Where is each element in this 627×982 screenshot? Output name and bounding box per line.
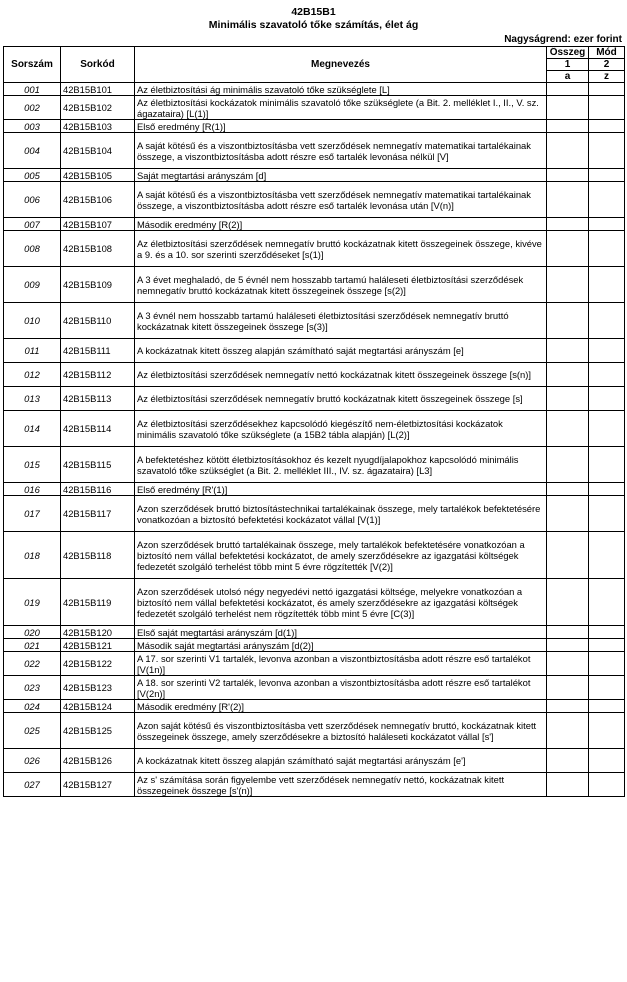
- row-amount-cell[interactable]: [547, 231, 589, 267]
- row-description: Második eredmény [R(2)]: [135, 218, 547, 231]
- row-amount-cell[interactable]: [547, 639, 589, 652]
- row-code: 42B15B109: [61, 267, 135, 303]
- row-amount-cell[interactable]: [547, 676, 589, 700]
- row-mode-cell[interactable]: [589, 231, 625, 267]
- row-mode-cell[interactable]: [589, 303, 625, 339]
- row-description: Az életbiztosítási szerződések nemnegatív nettó kockázatnak kitett összegeinek összege [s(n)]: [135, 363, 547, 387]
- table-row: [4, 773, 625, 797]
- report-title: Minimális szavatoló tőke számítás, élet ág: [208, 19, 419, 31]
- row-mode-cell[interactable]: [589, 133, 625, 169]
- row-mode-cell[interactable]: [589, 713, 625, 749]
- row-amount-cell[interactable]: [547, 267, 589, 303]
- table-row: [4, 387, 625, 411]
- row-code: 42B15B115: [61, 447, 135, 483]
- table-row: [4, 411, 625, 447]
- data-table: [3, 46, 625, 797]
- col-number-mod: 2: [589, 59, 625, 71]
- col-header-sorszam: Sorszám: [4, 47, 61, 83]
- col-number-osszeg: 1: [547, 59, 589, 71]
- row-amount-cell[interactable]: [547, 133, 589, 169]
- row-amount-cell[interactable]: [547, 387, 589, 411]
- row-description: Első eredmény [R(1)]: [135, 120, 547, 133]
- row-code: 42B15B118: [61, 532, 135, 579]
- row-mode-cell[interactable]: [589, 411, 625, 447]
- row-mode-cell[interactable]: [589, 496, 625, 532]
- row-mode-cell[interactable]: [589, 169, 625, 182]
- table-row: [4, 133, 625, 169]
- table-row: [4, 532, 625, 579]
- row-amount-cell[interactable]: [547, 652, 589, 676]
- row-number: 016: [4, 483, 61, 496]
- col-header-megnevezes: Megnevezés: [135, 47, 547, 83]
- row-amount-cell[interactable]: [547, 749, 589, 773]
- row-code: 42B15B123: [61, 676, 135, 700]
- row-mode-cell[interactable]: [589, 339, 625, 363]
- row-code: 42B15B112: [61, 363, 135, 387]
- row-amount-cell[interactable]: [547, 700, 589, 713]
- row-mode-cell[interactable]: [589, 96, 625, 120]
- row-number: 021: [4, 639, 61, 652]
- col-letter-osszeg: a: [547, 71, 589, 83]
- row-number: 006: [4, 182, 61, 218]
- row-mode-cell[interactable]: [589, 83, 625, 96]
- row-code: 42B15B122: [61, 652, 135, 676]
- row-amount-cell[interactable]: [547, 532, 589, 579]
- col-header-osszeg: Összeg: [547, 47, 589, 59]
- row-amount-cell[interactable]: [547, 120, 589, 133]
- table-row: [4, 169, 625, 182]
- row-number: 017: [4, 496, 61, 532]
- table-row: [4, 483, 625, 496]
- row-code: 42B15B110: [61, 303, 135, 339]
- row-description: Az s' számítása során figyelembe vett szerződések nemnegatív nettó, kockázatnak kitett összegeinek összege [s'(n)]: [135, 773, 547, 797]
- row-number: 007: [4, 218, 61, 231]
- row-amount-cell[interactable]: [547, 411, 589, 447]
- row-description: Az életbiztosítási szerződések nemnegatív bruttó kockázatnak kitett összegeinek összege, kivéve a 9. és a 10. sor szerinti szerződéseket [s(1)]: [135, 231, 547, 267]
- row-description: A 18. sor szerinti V2 tartalék, levonva azonban a viszontbiztosításba adott részre eső tartalékot [V(2n)]: [135, 676, 547, 700]
- row-number: 023: [4, 676, 61, 700]
- row-description: Második saját megtartási arányszám [d(2)]: [135, 639, 547, 652]
- table-row: [4, 363, 625, 387]
- row-code: 42B15B127: [61, 773, 135, 797]
- report-code: 42B15B1: [291, 6, 336, 18]
- table-row: [4, 700, 625, 713]
- row-description: Az életbiztosítási szerződésekhez kapcsolódó kiegészítő nem-életbiztosítási kockázatok minimális szavatoló tőke szükséglete (a 15B2 tábla alapján) [L(2)]: [135, 411, 547, 447]
- row-mode-cell[interactable]: [589, 120, 625, 133]
- row-amount-cell[interactable]: [547, 218, 589, 231]
- table-row: [4, 218, 625, 231]
- row-description: Az életbiztosítási szerződések nemnegatív bruttó kockázatnak kitett összegeinek összege [s]: [135, 387, 547, 411]
- row-mode-cell[interactable]: [589, 676, 625, 700]
- row-number: 010: [4, 303, 61, 339]
- row-number: 012: [4, 363, 61, 387]
- row-amount-cell[interactable]: [547, 713, 589, 749]
- table-row: [4, 120, 625, 133]
- row-mode-cell[interactable]: [589, 532, 625, 579]
- row-code: 42B15B113: [61, 387, 135, 411]
- row-description: A 3 évnél nem hosszabb tartamú haláleseti életbiztosítási szerződések nemnegatív bruttó kockázatnak kitett összegeinek összege [s(3)]: [135, 303, 547, 339]
- row-code: 42B15B119: [61, 579, 135, 626]
- row-amount-cell[interactable]: [547, 83, 589, 96]
- unit-label: Nagyságrend: ezer forint: [504, 34, 622, 45]
- table-row: [4, 639, 625, 652]
- row-amount-cell[interactable]: [547, 339, 589, 363]
- row-number: 002: [4, 96, 61, 120]
- table-row: [4, 626, 625, 639]
- table-row: [4, 447, 625, 483]
- row-description: Az életbiztosítási ág minimális szavatoló tőke szükséglete [L]: [135, 83, 547, 96]
- row-description: A saját kötésű és a viszontbiztosításba vett szerződések nemnegatív matematikai tartalékainak összege, a viszontbiztosításba adott részre eső tartalék levonása után [V(n)]: [135, 182, 547, 218]
- row-amount-cell[interactable]: [547, 303, 589, 339]
- row-code: 42B15B108: [61, 231, 135, 267]
- row-number: 001: [4, 83, 61, 96]
- row-description: Az életbiztosítási kockázatok minimális szavatoló tőke szükséglete (a Bit. 2. melléklet I., II., V. sz. ágazataira) [L(1)]: [135, 96, 547, 120]
- row-mode-cell[interactable]: [589, 639, 625, 652]
- row-description: Második eredmény [R'(2)]: [135, 700, 547, 713]
- row-description: Első saját megtartási arányszám [d(1)]: [135, 626, 547, 639]
- row-mode-cell[interactable]: [589, 447, 625, 483]
- table-row: [4, 652, 625, 676]
- table-row: [4, 579, 625, 626]
- row-code: 42B15B111: [61, 339, 135, 363]
- col-header-mod: Mód: [589, 47, 625, 59]
- row-mode-cell[interactable]: [589, 579, 625, 626]
- table-row: [4, 749, 625, 773]
- row-amount-cell[interactable]: [547, 182, 589, 218]
- table-row: [4, 83, 625, 96]
- row-code: 42B15B116: [61, 483, 135, 496]
- row-mode-cell[interactable]: [589, 387, 625, 411]
- row-mode-cell[interactable]: [589, 626, 625, 639]
- row-number: 013: [4, 387, 61, 411]
- row-mode-cell[interactable]: [589, 749, 625, 773]
- col-letter-mod: z: [589, 71, 625, 83]
- table-row: [4, 303, 625, 339]
- row-amount-cell[interactable]: [547, 626, 589, 639]
- table-row: [4, 231, 625, 267]
- table-row: [4, 182, 625, 218]
- row-number: 026: [4, 749, 61, 773]
- row-number: 018: [4, 532, 61, 579]
- row-description: A befektetéshez kötött életbiztosításokhoz és kezelt nyugdíjalapokhoz kapcsolódó minimális szavatoló tőke szükséglet (a Bit. 2. melléklet III., IV. sz. ágazataira) [L3]: [135, 447, 547, 483]
- row-code: 42B15B106: [61, 182, 135, 218]
- table-row: [4, 267, 625, 303]
- row-description: A kockázatnak kitett összeg alapján számítható saját megtartási arányszám [e']: [135, 749, 547, 773]
- row-code: 42B15B114: [61, 411, 135, 447]
- row-code: 42B15B104: [61, 133, 135, 169]
- table-row: [4, 96, 625, 120]
- row-code: 42B15B101: [61, 83, 135, 96]
- row-number: 005: [4, 169, 61, 182]
- row-number: 027: [4, 773, 61, 797]
- row-amount-cell[interactable]: [547, 496, 589, 532]
- row-mode-cell[interactable]: [589, 483, 625, 496]
- row-code: 42B15B125: [61, 713, 135, 749]
- row-code: 42B15B107: [61, 218, 135, 231]
- row-amount-cell[interactable]: [547, 447, 589, 483]
- row-code: 42B15B126: [61, 749, 135, 773]
- row-number: 008: [4, 231, 61, 267]
- row-number: 022: [4, 652, 61, 676]
- row-description: A kockázatnak kitett összeg alapján számítható saját megtartási arányszám [e]: [135, 339, 547, 363]
- row-amount-cell[interactable]: [547, 579, 589, 626]
- row-code: 42B15B124: [61, 700, 135, 713]
- row-description: Azon saját kötésű és viszontbiztosításba vett szerződések nemnegatív bruttó, kockázatnak kitett összegeinek összege, amely szerződésekre a biztosító haláleseti kockázatot vállal [s']: [135, 713, 547, 749]
- table-row: [4, 496, 625, 532]
- row-description: A 17. sor szerinti V1 tartalék, levonva azonban a viszontbiztosításba adott részre eső tartalékot [V(1n)]: [135, 652, 547, 676]
- row-number: 014: [4, 411, 61, 447]
- row-description: Azon szerződések utolsó négy negyedévi nettó igazgatási költsége, melyekre vonatkozóan a biztosító nem vállal befektetési kockázatot, és amely szerződésekre az igazgatási költségek fedezetét szolgáló terhelést nem rögzítették több mint 5 évre [C(3)]: [135, 579, 547, 626]
- row-number: 024: [4, 700, 61, 713]
- row-code: 42B15B105: [61, 169, 135, 182]
- row-amount-cell[interactable]: [547, 363, 589, 387]
- row-description: A 3 évet meghaladó, de 5 évnél nem hosszabb tartamú haláleseti életbiztosítási szerződések nemnegatív bruttó kockázatnak kitett összegeinek összege [s(2)]: [135, 267, 547, 303]
- row-description: Saját megtartási arányszám [d]: [135, 169, 547, 182]
- row-amount-cell[interactable]: [547, 169, 589, 182]
- row-code: 42B15B103: [61, 120, 135, 133]
- row-code: 42B15B120: [61, 626, 135, 639]
- row-amount-cell[interactable]: [547, 96, 589, 120]
- row-code: 42B15B117: [61, 496, 135, 532]
- row-mode-cell[interactable]: [589, 773, 625, 797]
- row-mode-cell[interactable]: [589, 267, 625, 303]
- row-code: 42B15B121: [61, 639, 135, 652]
- row-number: 003: [4, 120, 61, 133]
- report-header: [0, 0, 627, 32]
- row-number: 020: [4, 626, 61, 639]
- row-number: 011: [4, 339, 61, 363]
- row-number: 025: [4, 713, 61, 749]
- row-mode-cell[interactable]: [589, 700, 625, 713]
- row-number: 004: [4, 133, 61, 169]
- table-row: [4, 676, 625, 700]
- row-number: 009: [4, 267, 61, 303]
- row-description: Első eredmény [R'(1)]: [135, 483, 547, 496]
- row-amount-cell[interactable]: [547, 773, 589, 797]
- row-mode-cell[interactable]: [589, 182, 625, 218]
- row-mode-cell[interactable]: [589, 652, 625, 676]
- row-code: 42B15B102: [61, 96, 135, 120]
- table-row: [4, 713, 625, 749]
- row-mode-cell[interactable]: [589, 218, 625, 231]
- row-number: 015: [4, 447, 61, 483]
- col-header-sorkod: Sorkód: [61, 47, 135, 83]
- row-number: 019: [4, 579, 61, 626]
- row-description: Azon szerződések bruttó biztosítástechnikai tartalékainak összege, mely tartalékok befektetésére vonatkozóan a biztosító befektetési kockázatot vállal [V(1)]: [135, 496, 547, 532]
- row-description: A saját kötésű és a viszontbiztosításba vett szerződések nemnegatív matematikai tartalékainak összege, a viszontbiztosításba adott részre eső tartalék levonása nélkül [V]: [135, 133, 547, 169]
- table-row: [4, 339, 625, 363]
- row-mode-cell[interactable]: [589, 363, 625, 387]
- row-amount-cell[interactable]: [547, 483, 589, 496]
- row-description: Azon szerződések bruttó tartalékainak összege, mely tartalékok befektetésére vonatkozóan a biztosító nem vállal befektetési kockázatot, de amely szerződésekre az igazgatási költségek fedezetét szolgáló terhelést több mint 5 évre rögzítették [V(2)]: [135, 532, 547, 579]
